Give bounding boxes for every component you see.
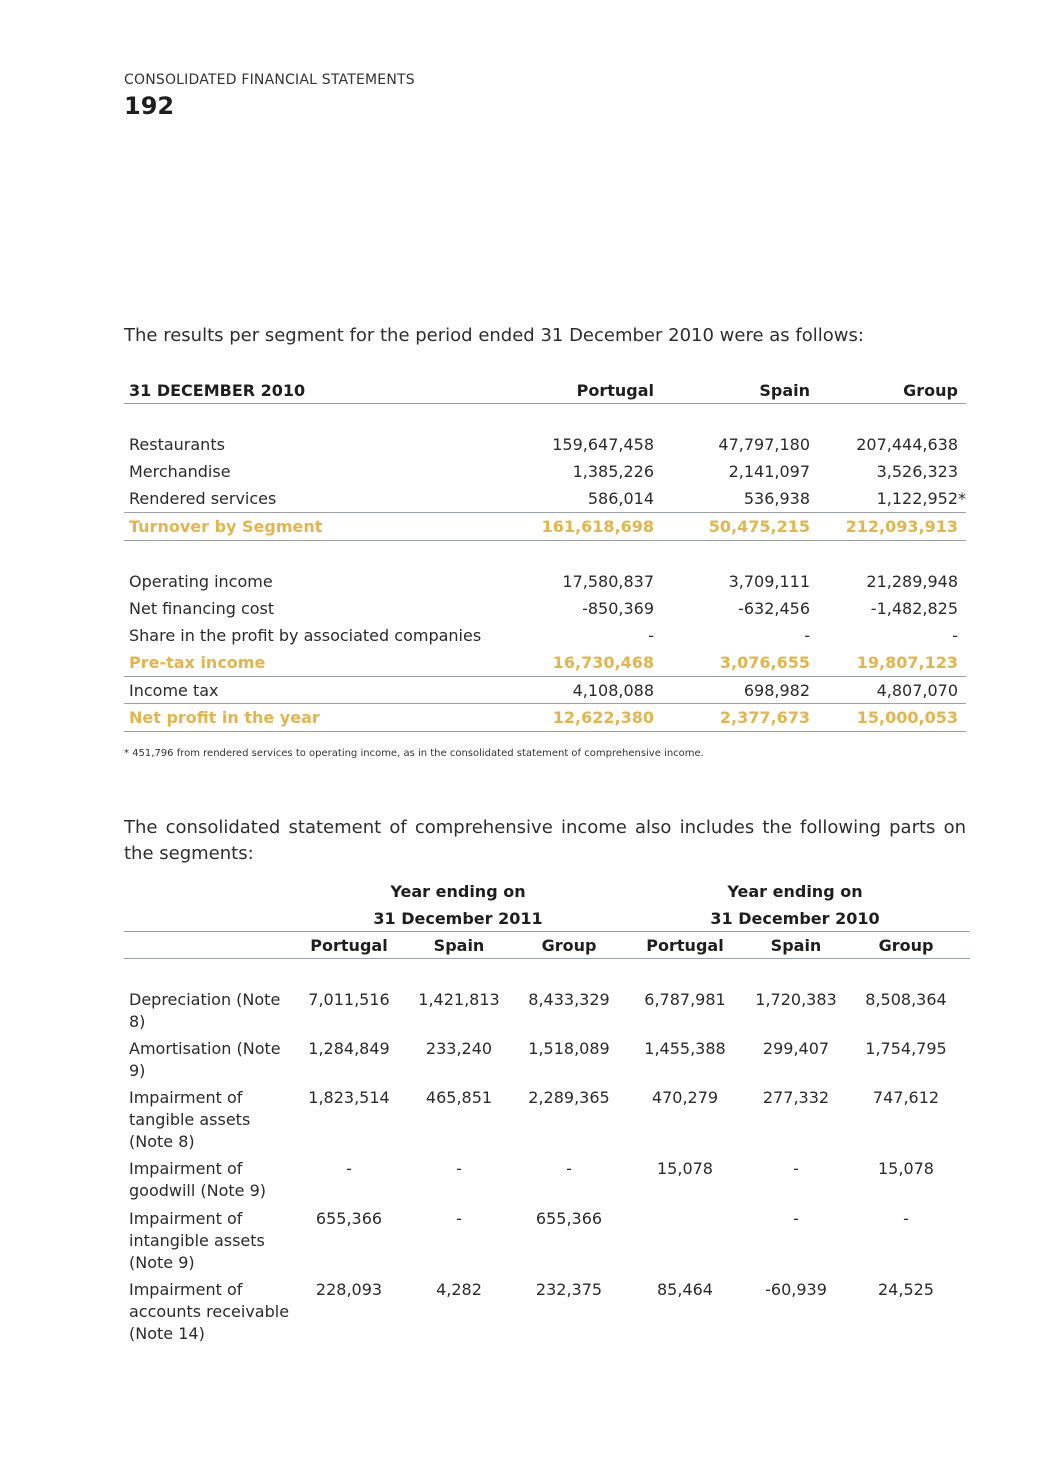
cell: -: [793, 1159, 799, 1178]
cell: 7,011,516: [308, 990, 390, 1009]
cell: 1,284,849: [308, 1039, 390, 1058]
cell: 4,282: [436, 1280, 482, 1299]
cell: 655,366: [315, 1209, 383, 1228]
row-label: Pre-tax income: [129, 653, 266, 672]
cell: 8,433,329: [528, 990, 610, 1009]
table-row: [124, 595, 966, 622]
cell: 85,464: [657, 1280, 713, 1299]
cell-spain: -: [804, 626, 810, 645]
group-header-2011-line1: Year ending on: [390, 882, 526, 901]
cell-portugal: 159,647,458: [552, 435, 654, 454]
row-label: Merchandise: [129, 462, 231, 481]
cell: 2,289,365: [528, 1088, 610, 1107]
column-header-portugal-2011: Portugal: [310, 936, 388, 955]
cell-group: 3,526,323: [876, 462, 958, 481]
cell-portugal: 586,014: [587, 489, 654, 508]
cell-group: 1,122,952*: [876, 489, 966, 508]
table-row-total: [124, 704, 966, 731]
row-label: Impairment of tangible assets (Note 8): [129, 1088, 251, 1151]
cell: -: [566, 1159, 572, 1178]
table-row: [124, 431, 966, 458]
segment-results-table-2010: [124, 377, 966, 737]
cell: -: [903, 1209, 909, 1228]
cell: 470,279: [651, 1088, 719, 1107]
cell-group: 19,807,123: [856, 653, 958, 672]
intro-paragraph-1: The results per segment for the period ended 31 December 2010 were as follows:: [124, 325, 864, 346]
cell: 465,851: [425, 1088, 493, 1107]
table-row: [124, 458, 966, 485]
row-label: Amortisation (Note 9): [129, 1039, 281, 1080]
cell-spain: 2,141,097: [728, 462, 810, 481]
table-row: [124, 485, 966, 512]
cell-group: 4,807,070: [876, 681, 958, 700]
cell: 1,455,388: [644, 1039, 726, 1058]
cell: 1,823,514: [308, 1088, 390, 1107]
cell-portugal: 17,580,837: [562, 572, 654, 591]
cell: 1,720,383: [755, 990, 837, 1009]
cell-spain: 3,076,655: [719, 653, 810, 672]
cell-spain: 2,377,673: [719, 708, 810, 727]
row-label: Net financing cost: [129, 599, 275, 618]
column-header-group-2011: Group: [541, 936, 597, 955]
cell-group: -1,482,825: [870, 599, 958, 618]
section-label: CONSOLIDATED FINANCIAL STATEMENTS: [124, 72, 415, 88]
row-label: Rendered services: [129, 489, 277, 508]
page-number: 192: [124, 92, 175, 120]
table-row-total: [124, 513, 966, 540]
cell-portugal: -850,369: [582, 599, 654, 618]
column-header-group: Group: [903, 381, 958, 400]
cell-portugal: 161,618,698: [541, 517, 654, 536]
row-label: Depreciation (Note 8): [129, 990, 281, 1031]
table-row: [124, 677, 966, 704]
cell-group: 212,093,913: [845, 517, 958, 536]
table-row: [124, 622, 966, 649]
row-label: Restaurants: [129, 435, 225, 454]
column-header-portugal-2010: Portugal: [646, 936, 724, 955]
cell: 277,332: [762, 1088, 830, 1107]
cell: -: [793, 1209, 799, 1228]
cell: 299,407: [762, 1039, 830, 1058]
cell: 228,093: [315, 1280, 383, 1299]
cell: 1,518,089: [528, 1039, 610, 1058]
cell: 232,375: [535, 1280, 603, 1299]
cell-spain: 50,475,215: [708, 517, 810, 536]
intro-paragraph-2: The consolidated statement of comprehensive income also includes the following parts on the segments:: [124, 817, 966, 864]
cell: 15,078: [657, 1159, 713, 1178]
column-header-rule: [124, 958, 970, 959]
cell-group: 15,000,053: [856, 708, 958, 727]
cell-group: -: [952, 626, 958, 645]
row-label: Impairment of accounts receivable (Note 14): [129, 1280, 290, 1343]
cell: -: [456, 1159, 462, 1178]
row-label: Income tax: [129, 681, 219, 700]
row-rule: [124, 540, 966, 541]
cell-spain: -632,456: [738, 599, 810, 618]
cell-portugal: -: [648, 626, 654, 645]
column-header-spain-2011: Spain: [433, 936, 485, 955]
cell-spain: 698,982: [743, 681, 810, 700]
cell: 1,754,795: [865, 1039, 947, 1058]
header-rule: [124, 403, 966, 404]
cell: 655,366: [535, 1209, 603, 1228]
cell-portugal: 4,108,088: [572, 681, 654, 700]
row-label: Turnover by Segment: [129, 517, 323, 536]
cell: 233,240: [425, 1039, 493, 1058]
row-label: Operating income: [129, 572, 273, 591]
column-header-spain-2010: Spain: [770, 936, 822, 955]
group-header-2010-line1: Year ending on: [727, 882, 863, 901]
table-row: [124, 568, 966, 595]
cell: 15,078: [878, 1159, 934, 1178]
cell: 747,612: [872, 1088, 940, 1107]
cell-spain: 536,938: [743, 489, 810, 508]
cell: -60,939: [765, 1280, 827, 1299]
row-label: Net profit in the year: [129, 708, 320, 727]
row-label: Impairment of goodwill (Note 9): [129, 1159, 267, 1200]
group-header-2010-line2: 31 December 2010: [710, 909, 880, 928]
column-header-group-2010: Group: [878, 936, 934, 955]
cell-portugal: 16,730,468: [552, 653, 654, 672]
table-header-row: [124, 377, 966, 404]
cell-portugal: 1,385,226: [572, 462, 654, 481]
cell: 24,525: [878, 1280, 934, 1299]
column-header-portugal: Portugal: [576, 381, 654, 400]
cell-spain: 47,797,180: [718, 435, 810, 454]
cell: -: [456, 1209, 462, 1228]
row-label: Share in the profit by associated companies: [129, 626, 482, 645]
column-header-spain: Spain: [759, 381, 810, 400]
row-rule: [124, 731, 966, 732]
cell: -: [346, 1159, 352, 1178]
cell-group: 21,289,948: [866, 572, 958, 591]
cell: 8,508,364: [865, 990, 947, 1009]
table-row-total: [124, 649, 966, 676]
cell-group: 207,444,638: [856, 435, 958, 454]
table-title: 31 DECEMBER 2010: [129, 381, 306, 400]
group-header-2011-line2: 31 December 2011: [373, 909, 543, 928]
cell-portugal: 12,622,380: [552, 708, 654, 727]
footnote: * 451,796 from rendered services to operating income, as in the consolidated statement of comprehensive income.: [124, 748, 704, 759]
cell: 1,421,813: [418, 990, 500, 1009]
cell: 6,787,981: [644, 990, 726, 1009]
cell-spain: 3,709,111: [728, 572, 810, 591]
row-label: Impairment of intangible assets (Note 9): [129, 1209, 265, 1272]
